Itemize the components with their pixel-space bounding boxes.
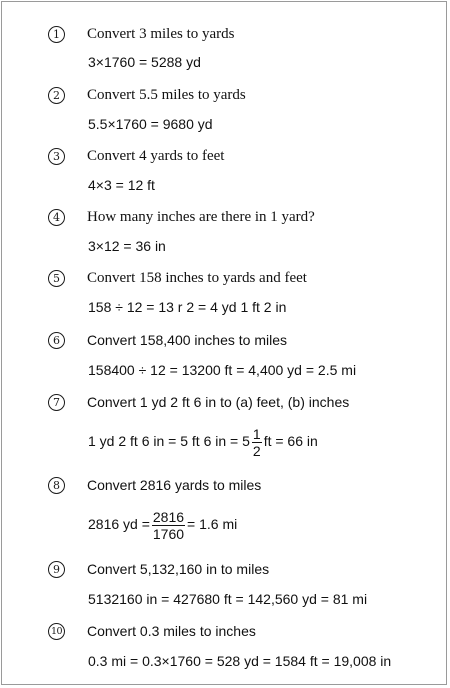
problem-answer: 3×12 = 36 in <box>88 238 166 254</box>
problem-number-badge: 9 <box>48 561 65 578</box>
fraction <box>252 426 262 459</box>
fraction-numerator: 2816 <box>152 509 185 525</box>
problem-number-badge: 3 <box>48 148 65 165</box>
fraction-denominator: 2 <box>252 443 261 459</box>
fraction-denominator: 1760 <box>152 526 185 542</box>
problem-answer: 158400 ÷ 12 = 13200 ft = 4,400 yd = 2.5 mi <box>88 362 357 378</box>
problem-question: Convert 3 miles to yards <box>87 26 235 42</box>
problem-question: Convert 1 yd 2 ft 6 in to (a) feet, (b) inches <box>87 394 350 410</box>
fraction <box>152 509 185 542</box>
problem-answer: 5.5×1760 = 9680 yd <box>88 116 213 132</box>
problem-answer: 4×3 = 12 ft <box>88 177 155 193</box>
problem-question: Convert 158,400 inches to miles <box>87 332 287 348</box>
problem-number-badge: 10 <box>48 623 65 640</box>
problem-number-badge: 5 <box>48 270 65 287</box>
answer-suffix: ft = 66 in <box>263 433 318 450</box>
problem-question: Convert 4 yards to feet <box>87 148 225 164</box>
problem-question: Convert 0.3 miles to inches <box>87 623 256 639</box>
problem-answer: 3×1760 = 5288 yd <box>88 54 201 70</box>
problem-answer: 158 ÷ 12 = 13 r 2 = 4 yd 1 ft 2 in <box>88 299 287 315</box>
problem-number-badge: 6 <box>48 332 65 349</box>
answer-prefix: 2816 yd = <box>88 516 150 533</box>
worksheet-page <box>1 1 447 685</box>
problem-answer: 5132160 in = 427680 ft = 142,560 yd = 81 mi <box>88 591 368 607</box>
problem-question: Convert 2816 yards to miles <box>87 477 262 493</box>
problem-question: Convert 158 inches to yards and feet <box>87 270 307 286</box>
problem-number-badge: 1 <box>48 26 65 43</box>
fraction-numerator: 1 <box>252 426 261 442</box>
problem-number-badge: 2 <box>48 87 65 104</box>
problem-question: Convert 5,132,160 in to miles <box>87 561 270 577</box>
problem-number-badge: 4 <box>48 209 65 226</box>
answer-suffix: = 1.6 mi <box>187 516 238 533</box>
problem-number-badge: 8 <box>48 477 65 494</box>
problem-answer: 0.3 mi = 0.3×1760 = 528 yd = 1584 ft = 19,008 in <box>88 653 392 669</box>
problem-answer <box>88 426 318 459</box>
answer-prefix: 1 yd 2 ft 6 in = 5 ft 6 in = 5 <box>88 433 250 450</box>
problem-answer <box>88 509 237 542</box>
problem-question: Convert 5.5 miles to yards <box>87 87 246 103</box>
problem-question: How many inches are there in 1 yard? <box>87 209 315 225</box>
problem-number-badge: 7 <box>48 394 65 411</box>
